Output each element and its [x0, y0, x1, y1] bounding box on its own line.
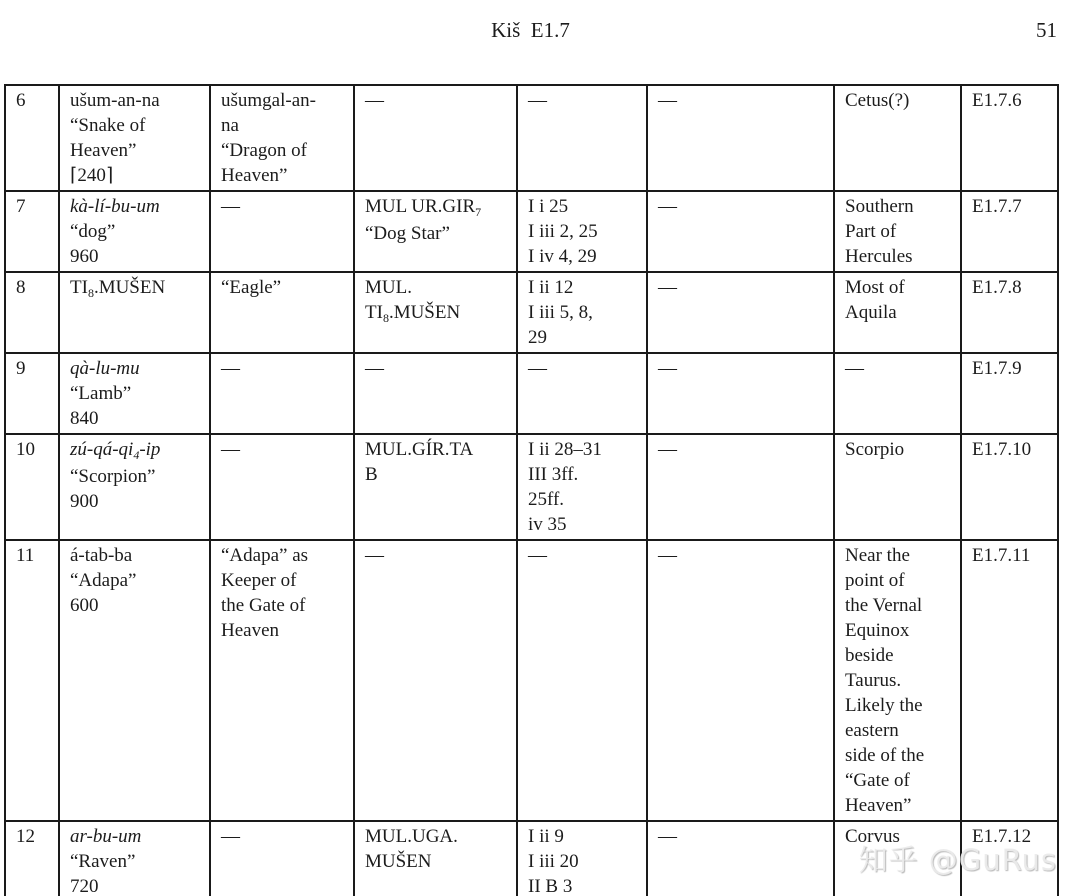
- table-row: [5, 540, 1058, 821]
- page-number: 51: [1036, 18, 1057, 42]
- cell-identification: Southern Part of Hercules: [834, 191, 961, 272]
- cell-translation: “Eagle”: [210, 272, 354, 353]
- cell-no: 7: [5, 191, 59, 272]
- cell-no: 9: [5, 353, 59, 434]
- cell-identification: Scorpio: [834, 434, 961, 540]
- cell-notes: —: [647, 272, 834, 353]
- cell-translation: —: [210, 434, 354, 540]
- cell-references: I ii 28–31 III 3ff. 25ff. iv 35: [517, 434, 647, 540]
- cell-text-number: E1.7.11: [961, 540, 1058, 821]
- cell-references: I ii 12 I iii 5, 8, 29: [517, 272, 647, 353]
- cell-notes: —: [647, 821, 834, 896]
- cell-name: á-tab-ba “Adapa” 600: [59, 540, 210, 821]
- cell-identification: Near the point of the Vernal Equinox beside Taurus. Likely the eastern side of the “Gate of Heaven”: [834, 540, 961, 821]
- site-watermark: 知乎 @GuRus: [858, 843, 1057, 877]
- cell-text-number: E1.7.8: [961, 272, 1058, 353]
- cell-references: —: [517, 540, 647, 821]
- cell-identification: Corvus: [834, 821, 961, 896]
- cell-star-name: —: [354, 540, 517, 821]
- cell-notes: —: [647, 434, 834, 540]
- table-body: [5, 85, 1058, 896]
- cell-translation: ušumgal-an- na “Dragon of Heaven”: [210, 85, 354, 191]
- cell-translation: —: [210, 191, 354, 272]
- cell-text-number: E1.7.7: [961, 191, 1058, 272]
- table-row: [5, 821, 1058, 896]
- cell-references: I ii 9 I iii 20 II B 3: [517, 821, 647, 896]
- cell-references: —: [517, 85, 647, 191]
- cell-translation: —: [210, 353, 354, 434]
- cell-notes: —: [647, 85, 834, 191]
- cell-translation: —: [210, 821, 354, 896]
- table-row: [5, 353, 1058, 434]
- cell-name: qà-lu-mu “Lamb” 840: [59, 353, 210, 434]
- cell-notes: —: [647, 540, 834, 821]
- cell-text-number: E1.7.9: [961, 353, 1058, 434]
- cell-notes: —: [647, 353, 834, 434]
- cell-text-number: E1.7.6: [961, 85, 1058, 191]
- cell-no: 10: [5, 434, 59, 540]
- cell-star-name: MUL.UGA. MUŠEN: [354, 821, 517, 896]
- cell-name: ar-bu-um “Raven” 720: [59, 821, 210, 896]
- running-header-title: Kiš E1.7: [491, 18, 570, 42]
- cell-star-name: —: [354, 85, 517, 191]
- cell-star-name: —: [354, 353, 517, 434]
- table-row: [5, 272, 1058, 353]
- cell-text-number: E1.7.10: [961, 434, 1058, 540]
- cell-text-number: E1.7.12: [961, 821, 1058, 896]
- cell-star-name: MUL. $TI_8.MUŠEN$: [354, 272, 517, 353]
- cell-no: 8: [5, 272, 59, 353]
- cell-name: $zú-qá-qi_4-ip$ “Scorpion” 900: [59, 434, 210, 540]
- cell-no: 11: [5, 540, 59, 821]
- cell-translation: “Adapa” as Keeper of the Gate of Heaven: [210, 540, 354, 821]
- cell-identification: —: [834, 353, 961, 434]
- cell-no: 6: [5, 85, 59, 191]
- table-row: [5, 85, 1058, 191]
- table-row: [5, 191, 1058, 272]
- cell-star-name: MUL $UR.GIR_7$ “Dog Star”: [354, 191, 517, 272]
- cell-identification: Cetus(?): [834, 85, 961, 191]
- table-row: [5, 434, 1058, 540]
- cell-star-name: MUL.GÍR.TA B: [354, 434, 517, 540]
- cell-name: ušum-an-na “Snake of Heaven” ⌈240⌉: [59, 85, 210, 191]
- cell-no: 12: [5, 821, 59, 896]
- cell-name: kà-lí-bu-um “dog” 960: [59, 191, 210, 272]
- cell-references: —: [517, 353, 647, 434]
- cell-name: $TI_8.MUŠEN$: [59, 272, 210, 353]
- cell-references: I i 25 I iii 2, 25 I iv 4, 29: [517, 191, 647, 272]
- cell-notes: —: [647, 191, 834, 272]
- star-list-table: [4, 84, 1059, 896]
- cell-identification: Most of Aquila: [834, 272, 961, 353]
